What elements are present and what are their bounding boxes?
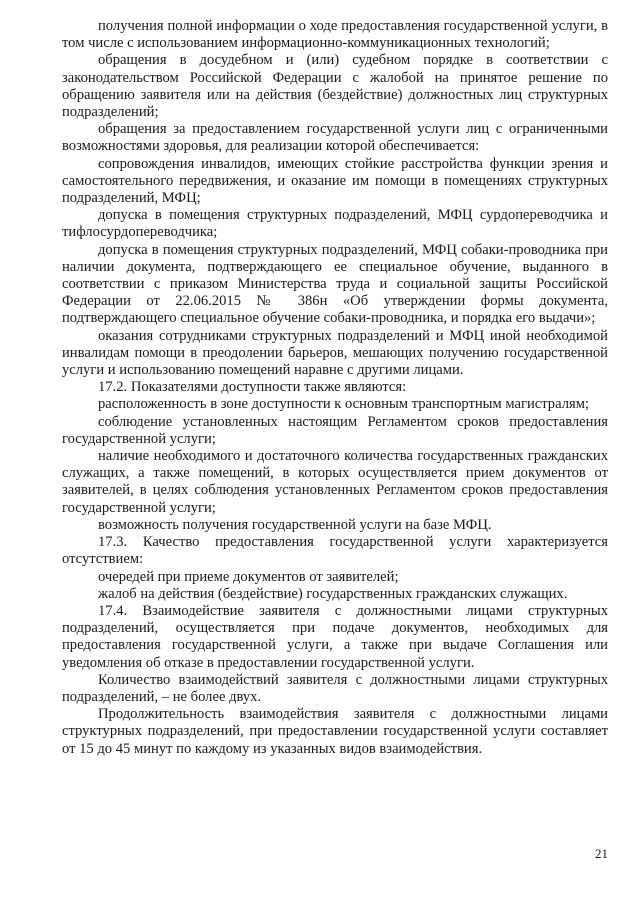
section-17-4: 17.4. Взаимодействие заявителя с должностными лицами структурных подразделений, осуществляется при подаче документов, необходимых для предоставления государственной услуги, а также при выдаче Соглашения или уведомления об отказе в предоставлении государственной услуги.: [62, 602, 608, 671]
document-body: [62, 18, 608, 758]
paragraph: соблюдение установленных настоящим Регламентом сроков предоставления государственной услуги;: [62, 413, 608, 447]
page-number: 21: [595, 846, 608, 861]
paragraph: сопровождения инвалидов, имеющих стойкие расстройства функции зрения и самостоятельного передвижения, и оказание им помощи в помещениях структурных подразделений, МФЦ;: [62, 155, 608, 207]
paragraph: допуска в помещения структурных подразделений, МФЦ сурдопереводчика и тифлосурдопереводчика;: [62, 207, 608, 241]
paragraph: получения полной информации о ходе предоставления государственной услуги, в том числе с использованием информационно-коммуникационных технологий;: [62, 18, 608, 52]
paragraph: жалоб на действия (бездействие) государственных гражданских служащих.: [98, 585, 568, 602]
paragraph: Продолжительность взаимодействия заявителя с должностными лицами структурных подразделений, при предоставлении государственной услуги составляет от 15 до 45 минут по каждому из указанных видов взаимодействия.: [62, 706, 608, 757]
paragraph: обращения за предоставлением государственной услуги лиц с ограниченными возможностями здоровья, для реализации которой обеспечивается:: [62, 121, 608, 155]
paragraph: Количество взаимодействий заявителя с должностными лицами структурных подразделений, – не более двух.: [62, 671, 608, 705]
paragraph: расположенность в зоне доступности к основным транспортным магистралям;: [98, 396, 589, 413]
paragraph: допуска в помещения структурных подразделений, МФЦ собаки-проводника при наличии документа, подтверждающего ее специальное обучение, выданного в соответствии с приказом Министерства труда и социальной защиты Российской Федерации от 22.06.2015 № 386н «Об утверждении формы документа, подтверждающего специальное обучение собаки-проводника, и порядка его выдачи»;: [62, 241, 608, 327]
paragraph: наличие необходимого и достаточного количества государственных гражданских служащих, а также помещений, в которых осуществляется прием документов от заявителей, в целях соблюдения установленных Регламентом сроков предоставления государственной услуги;: [62, 448, 608, 516]
section-heading-17-2: 17.2. Показателями доступности также являются:: [98, 379, 407, 396]
section-17-3: 17.3. Качество предоставления государственной услуги характеризуется отсутствием:: [62, 534, 608, 568]
paragraph: возможность получения государственной услуги на базе МФЦ.: [98, 516, 492, 533]
paragraph: обращения в досудебном и (или) судебном порядке в соответствии с законодательством Российской Федерации с жалобой на принятое решение по обращению заявителя или на действия (бездействие) должностных лиц структурных подразделений;: [62, 52, 608, 121]
paragraph: очередей при приеме документов от заявителей;: [98, 568, 399, 585]
paragraph: оказания сотрудниками структурных подразделений и МФЦ иной необходимой инвалидам помощи в преодолении барьеров, мешающих получению государственной услуги и использованию помещений наравне с другими лицами.: [62, 327, 608, 379]
